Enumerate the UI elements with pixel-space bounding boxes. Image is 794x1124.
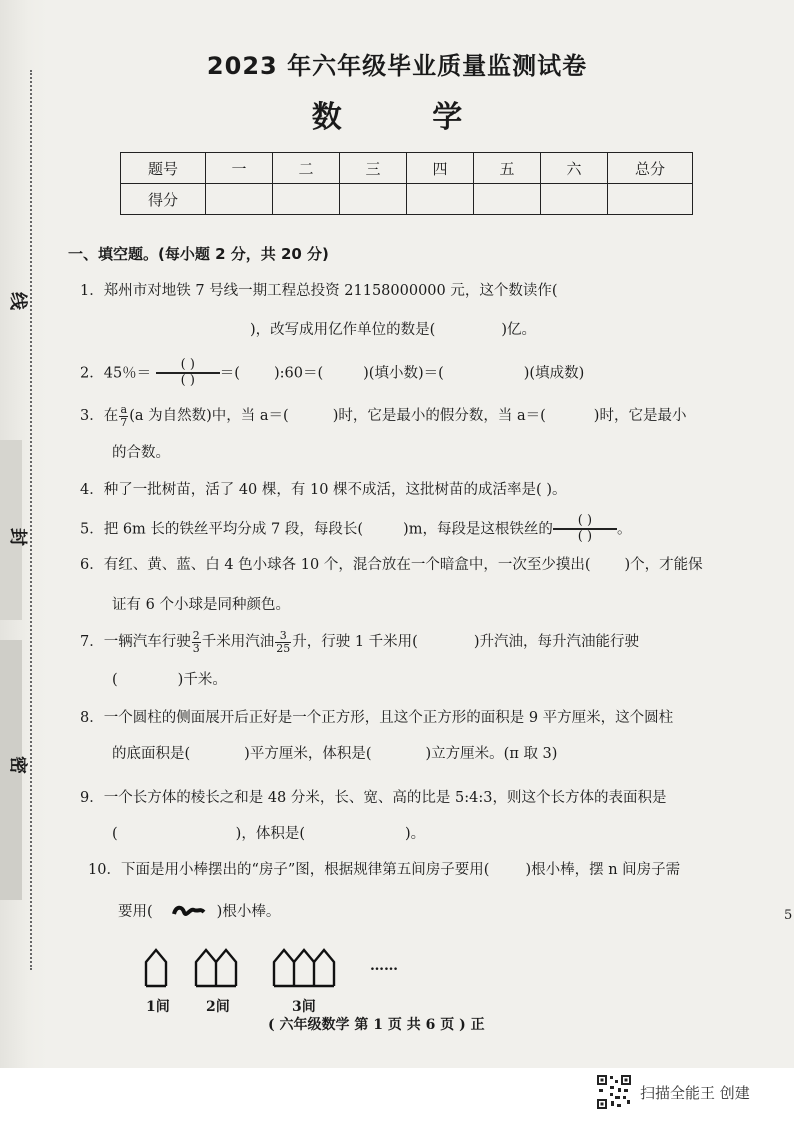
score-table-col: 六 (541, 153, 608, 184)
house-label: 2间 (206, 999, 230, 1015)
section-heading: 一、填空题。(每小题 2 分，共 20 分) (68, 245, 329, 263)
question-7-line-2 (112, 672, 227, 689)
score-table-label: 题号 (121, 153, 206, 184)
exam-title: 2023 年六年级毕业质量监测试卷 (206, 52, 588, 80)
question-text: )个，才能保 (624, 557, 703, 573)
question-text: )(填小数)＝( (363, 365, 444, 382)
question-text: 2．45％＝ (80, 365, 152, 382)
question-text: 1．郑州市对地铁 7 号线一期工程总投资 21158000000 元，这个数读作( (80, 283, 558, 299)
score-cell[interactable] (206, 184, 273, 215)
question-text: 要用( (118, 904, 153, 920)
score-table-col: 二 (273, 153, 340, 184)
question-text: )千米。 (177, 672, 227, 688)
question-10-line-1 (88, 862, 680, 879)
fraction: $\frac{3}{25}$ (276, 629, 291, 655)
question-text: 6．有红、黄、蓝、白 4 色小球各 10 个，混合放在一个暗盒中，一次至少摸出( (80, 557, 591, 573)
score-cell[interactable] (474, 184, 541, 215)
houses-ellipsis: …… (370, 958, 398, 974)
score-table-col: 四 (407, 153, 474, 184)
fraction: $\frac{a}{7}$ (120, 403, 128, 429)
scanner-watermark (596, 1072, 786, 1112)
score-table-row-header (121, 153, 693, 184)
question-text: )根小棒。 (216, 904, 281, 920)
house-label: 1间 (146, 999, 170, 1015)
question-9-line-1: 9．一个长方体的棱长之和是 48 分米，长、宽、高的比是 5:4:3，则这个长方体的表面积是 (80, 790, 667, 806)
question-text: )立方厘米。(π 取 3) (425, 746, 558, 762)
binding-dashed-line (30, 70, 32, 970)
margin-char-secret: 密 (7, 756, 28, 774)
question-text: ( (112, 826, 118, 842)
question-text: 3．在 (80, 408, 119, 425)
question-4: 4．种了一批树苗，活了 40 棵，有 10 棵不成活，这批树苗的成活率是( )。 (80, 482, 567, 498)
question-text: ):60＝( (273, 365, 324, 382)
question-text: 10．下面是用小棒摆出的“房子”图，根据规律第五间房子要用( (88, 862, 490, 878)
score-cell[interactable] (407, 184, 474, 215)
question-3-line-1 (80, 404, 686, 428)
score-table-col: 五 (474, 153, 541, 184)
question-text: ＝( (219, 365, 240, 382)
houses-figure (140, 946, 420, 1015)
qr-code-icon (596, 1074, 632, 1110)
question-text: )。 (405, 826, 426, 842)
question-text: )m，每段是这根铁丝的 (403, 521, 553, 538)
score-cell[interactable] (608, 184, 693, 215)
question-text: 升，行驶 1 千米用( (292, 634, 418, 651)
question-text: )亿。 (501, 322, 536, 338)
question-text: 7．一辆汽车行驶 (80, 634, 191, 651)
question-8-line-2 (112, 746, 557, 763)
question-text: 5．把 6m 长的铁丝平均分成 7 段，每段长( (80, 521, 364, 538)
house-3 (274, 950, 334, 986)
fraction: $\frac{2}{3}$ (192, 629, 200, 655)
question-2 (80, 358, 584, 389)
house-label: 3间 (292, 999, 316, 1015)
score-cell[interactable] (273, 184, 340, 215)
question-3-line-2: 的合数。 (112, 445, 170, 461)
question-text: )平方厘米，体积是( (244, 746, 372, 762)
score-table-label: 得分 (121, 184, 206, 215)
score-table-col: 一 (206, 153, 273, 184)
question-9-line-2 (112, 826, 425, 843)
question-text: )根小棒，摆 n 间房子需 (525, 862, 681, 878)
question-1-line-1 (80, 283, 558, 300)
question-1-line-2 (250, 322, 536, 339)
question-6-line-2: 证有 6 个小球是同种颜色。 (112, 597, 290, 613)
fraction-blank[interactable]: $\frac{( )}{( )}$ (156, 358, 220, 389)
margin-char-line: 线 (7, 292, 28, 310)
question-text: )时，它是最小的假分数，当 a＝( (332, 408, 546, 425)
question-text: 千米用汽油 (201, 634, 275, 651)
score-cell[interactable] (541, 184, 608, 215)
score-cell[interactable] (340, 184, 407, 215)
house-1 (146, 950, 166, 986)
score-table (120, 152, 693, 215)
edge-mark: 5 (784, 908, 793, 923)
question-6-line-1 (80, 557, 703, 574)
score-table-row-scores (121, 184, 693, 215)
fraction-blank[interactable]: $\frac{( )}{( )}$ (553, 514, 617, 545)
page-footer: ( 六年级数学 第 1 页 共 6 页 ) 正 (268, 1017, 485, 1033)
question-text: )，体积是( (235, 826, 305, 842)
answer-blank[interactable] (153, 904, 217, 921)
question-7-line-1 (80, 630, 639, 654)
margin-char-seal: 封 (7, 528, 28, 546)
question-10-line-2 (118, 904, 280, 921)
score-table-col: 三 (340, 153, 407, 184)
exam-subject: 数 学 (311, 100, 503, 135)
watermark-text: 扫描全能王 创建 (640, 1083, 750, 1102)
question-text: ( (112, 672, 118, 688)
question-text: )时，它是最小 (593, 408, 687, 425)
question-8-line-1: 8．一个圆柱的侧面展开后正好是一个正方形，且这个正方形的面积是 9 平方厘米，这个圆柱 (80, 710, 674, 726)
score-table-col: 总分 (608, 153, 693, 184)
question-text: )(填成数) (523, 365, 585, 382)
question-text: 。 (616, 521, 632, 538)
question-5 (80, 514, 631, 545)
question-text: 的底面积是( (112, 746, 191, 762)
question-text: )，改写成用亿作单位的数是( (250, 322, 436, 338)
handwritten-scribble (162, 904, 208, 920)
question-text: (a 为自然数)中，当 a＝( (129, 408, 289, 425)
question-text: )升汽油，每升汽油能行驶 (473, 634, 639, 651)
